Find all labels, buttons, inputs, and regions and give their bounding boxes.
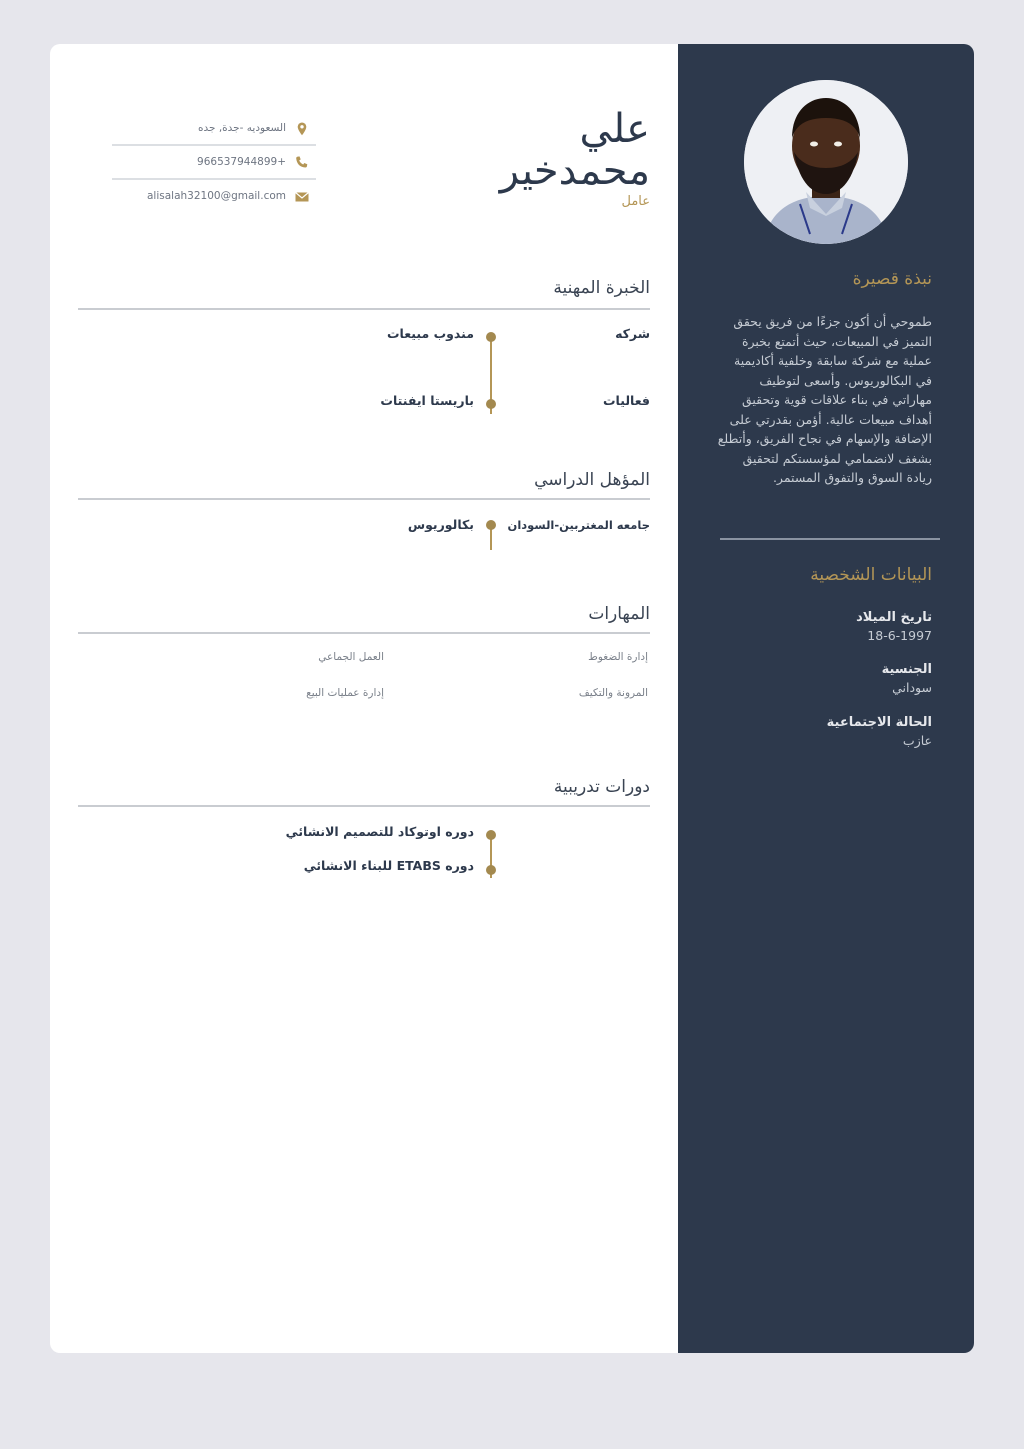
location-text: السعوديه -جدة, جده xyxy=(197,122,286,134)
contact-divider xyxy=(112,144,316,146)
timeline-dot xyxy=(486,865,496,875)
resume-page xyxy=(50,44,974,1353)
skills-title: المهارات xyxy=(588,604,650,624)
profile-photo xyxy=(744,80,908,244)
experience-company-1: شركه xyxy=(615,326,650,341)
timeline-dot xyxy=(486,830,496,840)
person-name xyxy=(500,108,650,192)
name-line-1: علي xyxy=(579,106,650,152)
skills-divider xyxy=(78,632,650,634)
skill-item: العمل الجماعي xyxy=(318,651,384,663)
courses-divider xyxy=(78,805,650,807)
marital-status-value: عازب xyxy=(902,733,932,748)
birth-date-value: 18-6-1997 xyxy=(867,628,932,643)
contact-divider xyxy=(112,178,316,180)
education-title: المؤهل الدراسي xyxy=(534,470,650,490)
phone-icon xyxy=(294,155,310,171)
skill-item: إدارة عمليات البيع xyxy=(306,687,384,699)
timeline-dot xyxy=(486,520,496,530)
email-text: alisalah32100@gmail.com xyxy=(146,190,286,202)
experience-company-2: فعاليات xyxy=(603,393,650,408)
experience-role-1: مندوب مبيعات xyxy=(387,326,474,341)
name-line-2: محمدخير xyxy=(499,148,650,194)
contact-email xyxy=(112,188,316,210)
experience-divider xyxy=(78,308,650,310)
personal-info-title: البيانات الشخصية xyxy=(810,565,932,585)
education-institution: جامعه المغتربين-السودان xyxy=(507,518,650,532)
course-item-2: دوره ETABS للبناء الانشائي xyxy=(303,858,474,873)
nationality-value: سوداني xyxy=(892,680,932,695)
marital-status-label: الحالة الاجتماعية xyxy=(826,715,932,730)
mail-icon xyxy=(294,189,310,205)
sidebar xyxy=(678,44,974,1353)
experience-title: الخبرة المهنية xyxy=(553,278,650,298)
skill-item: المرونة والتكيف xyxy=(578,687,648,699)
skill-item: إدارة الضغوط xyxy=(588,651,648,663)
sidebar-divider xyxy=(720,538,940,540)
contact-phone xyxy=(112,154,316,176)
about-text: طموحي أن أكون جزءًا من فريق يحقق التميز في المبيعات، حيث أتمتع بخبرة عملية مع شركة سابقة وخلفية أكاديمية في البكالوريوس. وأسعى لتوظيف مهاراتي في بناء علاقات قوية وتحقيق أهداف مبيعات عالية. أؤمن بقدرتي على الإضافة والإسهام في نجاح الفريق، وأتطلع بشغف لانضمامي لمؤسستكم لتحقيق ريادة السوق والتفوق المستمر. xyxy=(717,314,932,485)
courses-title: دورات تدريبية xyxy=(553,777,650,797)
timeline-dot xyxy=(486,399,496,409)
job-title: عامل xyxy=(621,194,650,209)
map-pin-icon xyxy=(294,121,310,137)
contact-location xyxy=(112,120,316,142)
experience-role-2: باريستا ايفنتات xyxy=(380,393,474,408)
about-title: نبذة قصيرة xyxy=(852,269,932,289)
education-degree: بكالوريوس xyxy=(407,517,474,532)
nationality-label: الجنسية xyxy=(881,662,932,677)
course-item-1: دوره اوتوكاد للتصميم الانشائي xyxy=(285,824,474,839)
timeline-dot xyxy=(486,332,496,342)
phone-text: 966537944899+ xyxy=(197,156,286,168)
birth-date-label: تاريخ الميلاد xyxy=(856,610,932,625)
education-divider xyxy=(78,498,650,500)
